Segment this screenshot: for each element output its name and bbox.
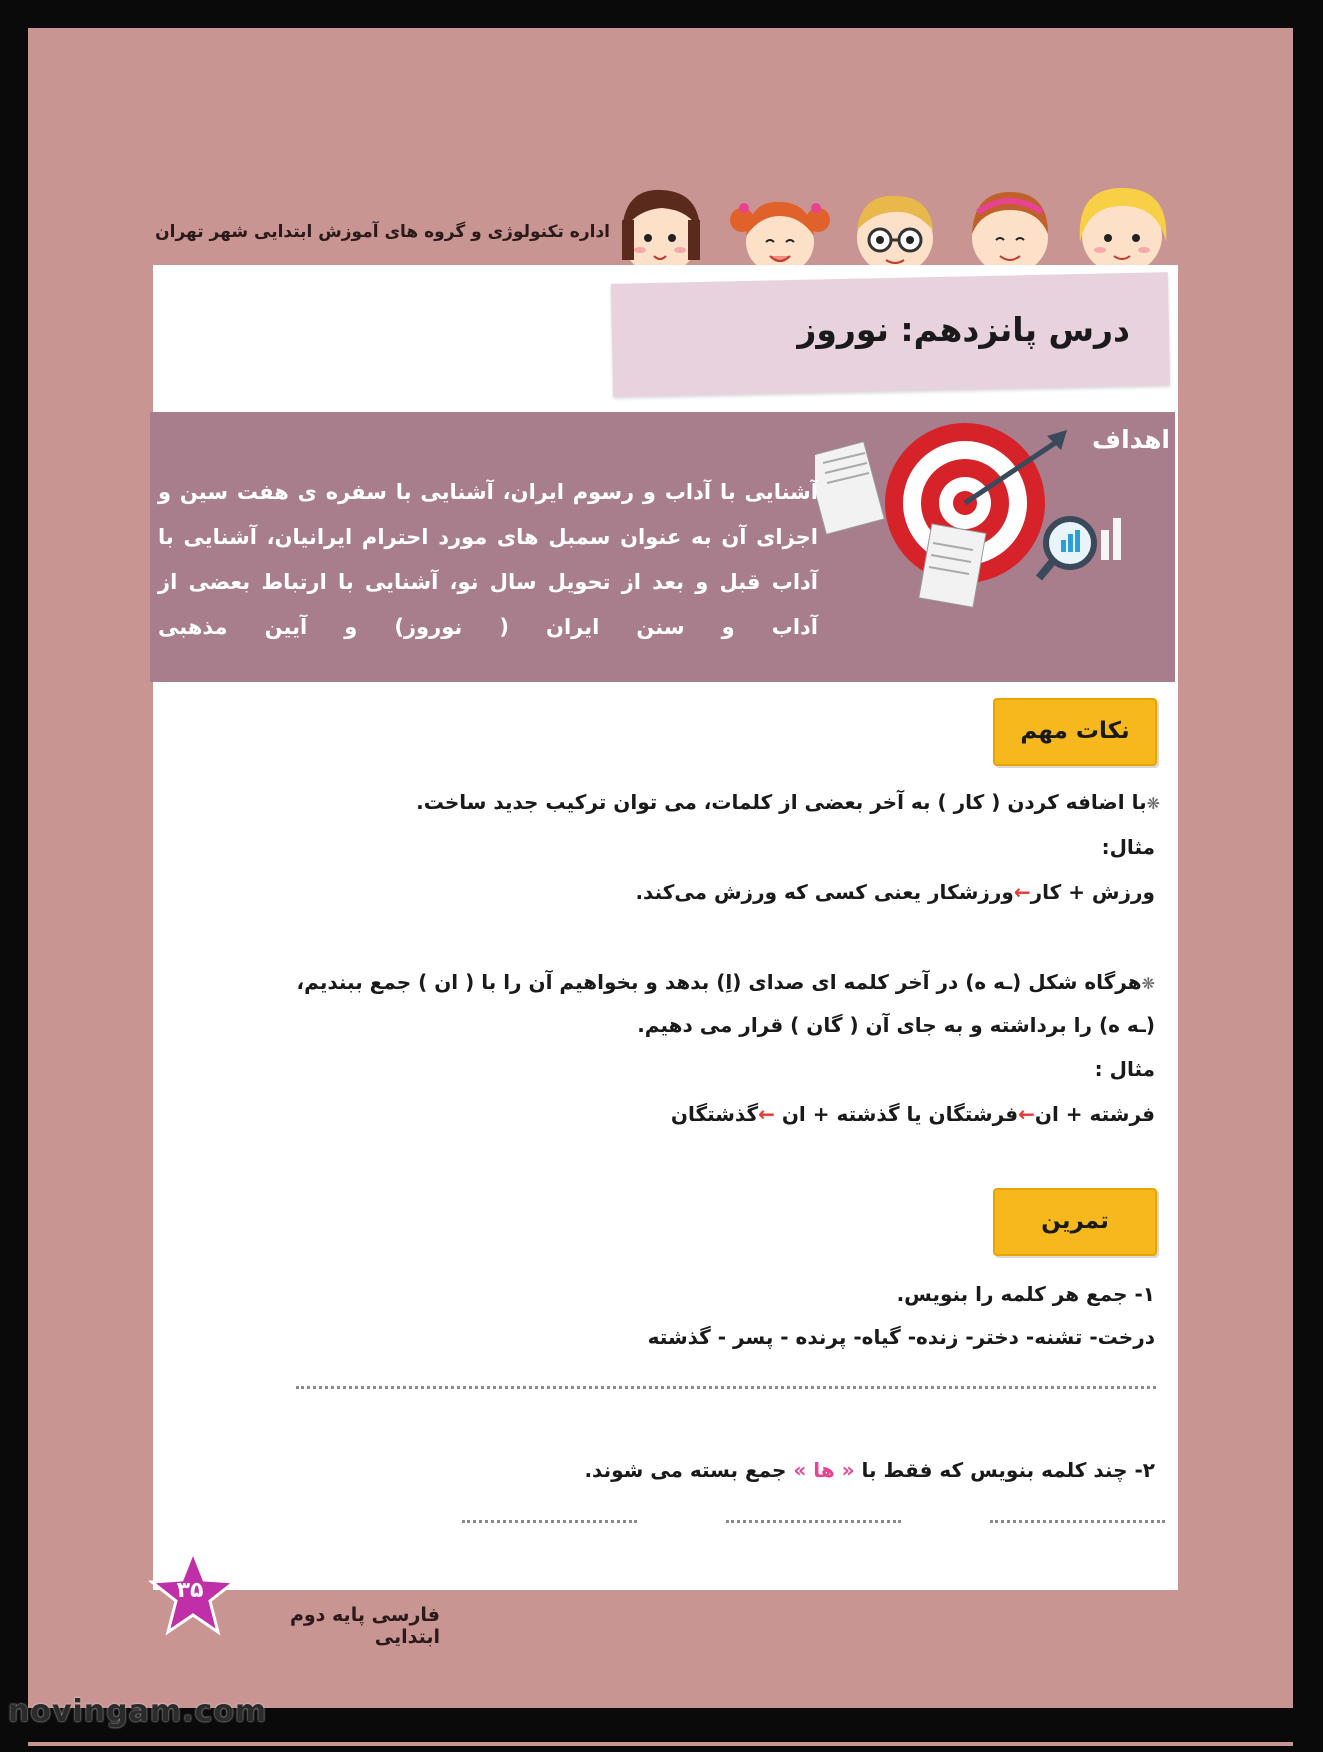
example-1: ورزش + کار←ورزشکار یعنی کسی که ورزش می‌کند. [635, 880, 1155, 904]
arrow-icon: ← [1013, 880, 1031, 904]
exercise-badge: تمرین [993, 1188, 1157, 1256]
example-label-1: مثال: [1101, 835, 1155, 859]
tip-point-2-line-1: ❋هرگاه شکل (ـه ه) در آخر کلمه ای صدای (اِ) بدهد و بخواهیم آن را با ( ان ) جمع ببندیم، [296, 970, 1155, 994]
exercise-question-1: ۱- جمع هر کلمه را بنویس. [896, 1282, 1155, 1306]
page-number: ۳۵ [176, 1578, 204, 1603]
tip-point-1: ❋با اضافه کردن ( کار ) به آخر بعضی از کلمات، می توان ترکیب جدید ساخت. [416, 790, 1160, 814]
goals-text: آشنایی با آداب و رسوم ایران، آشنایی با سفره ی هفت سین و اجزای آن به عنوان سمبل های مورد احترام ایرانیان، آشنایی با آداب قبل و بعد از تحویل سال نو، آشنایی با ارتباط بعضی از آداب و سنن ایران ( نوروز) و آیین مذهبی [158, 480, 818, 639]
goals-label: اهداف [1092, 425, 1170, 454]
bullet-icon: ❋ [1141, 974, 1155, 993]
answer-line[interactable] [726, 1520, 901, 1523]
example-label-2: مثال : [1094, 1057, 1155, 1081]
magnifier-chart-icon [1039, 518, 1121, 578]
answer-line[interactable] [462, 1520, 637, 1523]
exercise-1-words: درخت- تشنه- دختر- زنده- گیاه- پرنده - پسر - گذشته [647, 1325, 1155, 1349]
answer-line[interactable] [990, 1520, 1165, 1523]
arrow-icon: ← [758, 1102, 775, 1126]
arrow-icon: ← [1018, 1102, 1035, 1126]
exercise-question-2: ۲- چند کلمه بنویس که فقط با « ها » جمع بسته می شوند. [584, 1458, 1155, 1482]
bottom-rule [28, 1742, 1293, 1746]
bullet-icon: ❋ [1146, 794, 1160, 813]
example-2: فرشته + ان←فرشتگان یا گذشته + ان ←گذشتگان [670, 1102, 1155, 1126]
highlight-text: « ها » [793, 1458, 855, 1482]
lesson-title: درس پانزدهم: نوروز [797, 310, 1130, 349]
book-title: فارسی پایه دوم ابتدایی [289, 1604, 440, 1648]
watermark: novingam.com [8, 1694, 268, 1729]
important-tips-badge: نکات مهم [993, 698, 1157, 766]
tip-point-2-line-2: (ـه ه) را برداشته و به جای آن ( گان ) قرار می دهیم. [637, 1013, 1155, 1037]
answer-line[interactable] [296, 1386, 1156, 1389]
department-header: اداره تکنولوژی و گروه های آموزش ابتدایی شهر تهران [155, 222, 610, 242]
document-icon [815, 442, 884, 535]
